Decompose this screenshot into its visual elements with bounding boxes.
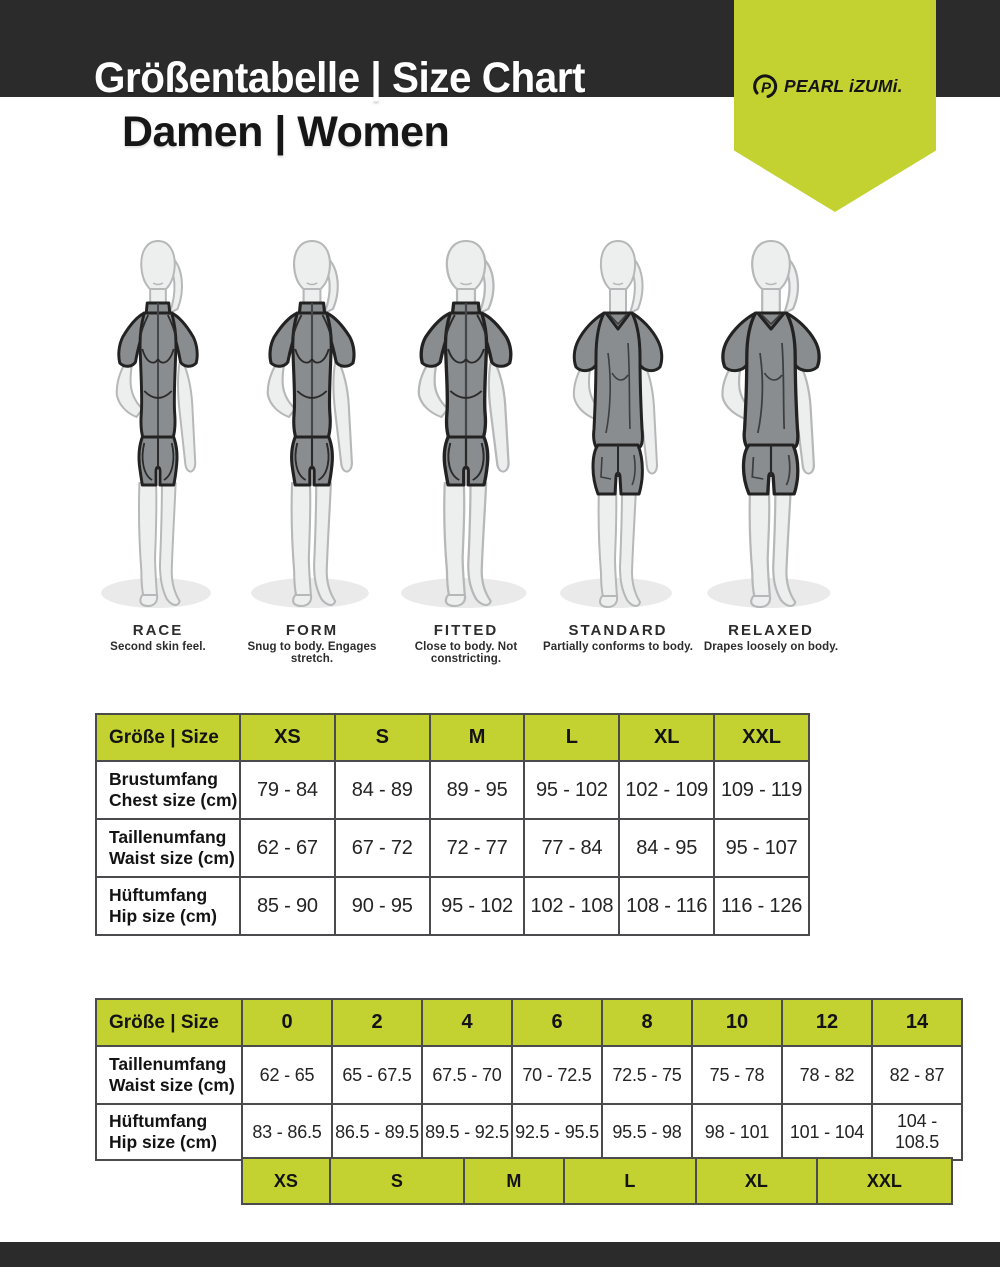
size-table-numeric [95, 998, 963, 1161]
cell-value: 95 - 102 [430, 877, 525, 935]
table-header-row [96, 999, 962, 1046]
row-label-hip: Hüftumfang Hip size (cm) [96, 877, 240, 935]
footer-size-xs: XS [241, 1157, 331, 1205]
woman-figure-standard-illustration [540, 233, 696, 618]
cell-value: 65 - 67.5 [332, 1046, 422, 1104]
cell-value: 77 - 84 [524, 819, 619, 877]
table-header-row [96, 714, 809, 761]
fit-name: FITTED [433, 622, 499, 639]
size-table-letter [95, 713, 810, 936]
svg-text:P: P [761, 79, 772, 96]
fit-name: STANDARD [568, 622, 668, 639]
numeric-to-letter-size-map [241, 1157, 963, 1205]
col-header-6: 6 [512, 999, 602, 1046]
cell-value: 84 - 95 [619, 819, 714, 877]
cell-value: 104 - 108.5 [872, 1104, 962, 1160]
fit-figure-relaxed [693, 233, 849, 653]
fit-description: Drapes loosely on body. [703, 641, 839, 653]
fit-description: Second skin feel. [110, 641, 206, 653]
cell-value: 72 - 77 [430, 819, 525, 877]
col-header-4: 4 [422, 999, 512, 1046]
row-label-hip: Hüftumfang Hip size (cm) [96, 1104, 242, 1160]
footer-size-l: L [563, 1157, 697, 1205]
cell-value: 109 - 119 [714, 761, 809, 819]
brand-logo-text: PEARL iZUMi. [784, 75, 903, 96]
cell-value: 98 - 101 [692, 1104, 782, 1160]
cell-value: 90 - 95 [335, 877, 430, 935]
cell-value: 83 - 86.5 [242, 1104, 332, 1160]
row-label-waist: Taillenumfang Waist size (cm) [96, 1046, 242, 1104]
col-header-l: L [524, 714, 619, 761]
bottom-black-bar [0, 1242, 1000, 1267]
fit-figure-form [234, 233, 390, 665]
table-row [96, 1104, 962, 1160]
cell-value: 95 - 102 [524, 761, 619, 819]
woman-figure-relaxed-illustration [693, 233, 849, 618]
cell-value: 79 - 84 [240, 761, 335, 819]
col-header-0: 0 [242, 999, 332, 1046]
table-row [96, 877, 809, 935]
cell-value: 95.5 - 98 [602, 1104, 692, 1160]
cell-value: 67 - 72 [335, 819, 430, 877]
col-header-xl: XL [619, 714, 714, 761]
col-header-8: 8 [602, 999, 692, 1046]
page-subtitle: Damen | Women [122, 108, 450, 156]
fit-description: Snug to body. Engages stretch. [247, 641, 377, 665]
footer-size-xl: XL [695, 1157, 818, 1205]
col-header-14: 14 [872, 999, 962, 1046]
cell-value: 95 - 107 [714, 819, 809, 877]
table-corner-label: Größe | Size [96, 999, 242, 1046]
cell-value: 67.5 - 70 [422, 1046, 512, 1104]
cell-value: 92.5 - 95.5 [512, 1104, 602, 1160]
cell-value: 85 - 90 [240, 877, 335, 935]
footer-size-s: S [329, 1157, 465, 1205]
fit-figure-standard [540, 233, 696, 653]
col-header-2: 2 [332, 999, 422, 1046]
fit-name: FORM [285, 622, 339, 639]
footer-size-xxl: XXL [816, 1157, 953, 1205]
page-title: Größentabelle | Size Chart [94, 54, 585, 102]
col-header-12: 12 [782, 999, 872, 1046]
pearl-izumi-logo-mark [752, 73, 779, 100]
cell-value: 72.5 - 75 [602, 1046, 692, 1104]
cell-value: 84 - 89 [335, 761, 430, 819]
cell-value: 62 - 67 [240, 819, 335, 877]
cell-value: 102 - 108 [524, 877, 619, 935]
cell-value: 89 - 95 [430, 761, 525, 819]
cell-value: 108 - 116 [619, 877, 714, 935]
cell-value: 89.5 - 92.5 [422, 1104, 512, 1160]
table-row [96, 761, 809, 819]
cell-value: 101 - 104 [782, 1104, 872, 1160]
row-label-chest: Brustumfang Chest size (cm) [96, 761, 240, 819]
woman-figure-form-illustration [234, 233, 390, 618]
cell-value: 116 - 126 [714, 877, 809, 935]
cell-value: 102 - 109 [619, 761, 714, 819]
cell-value: 70 - 72.5 [512, 1046, 602, 1104]
woman-figure-fitted-illustration [388, 233, 544, 618]
brand-ribbon [734, 0, 936, 212]
col-header-m: M [430, 714, 525, 761]
cell-value: 78 - 82 [782, 1046, 872, 1104]
cell-value: 82 - 87 [872, 1046, 962, 1104]
col-header-xxl: XXL [714, 714, 809, 761]
col-header-10: 10 [692, 999, 782, 1046]
fit-name: RELAXED [728, 622, 814, 639]
fit-description: Close to body. Not constricting. [414, 641, 518, 665]
table-row [96, 1046, 962, 1104]
table-corner-label: Größe | Size [96, 714, 240, 761]
woman-figure-race-illustration [80, 233, 236, 618]
brand-logo [752, 70, 928, 102]
cell-value: 75 - 78 [692, 1046, 782, 1104]
cell-value: 86.5 - 89.5 [332, 1104, 422, 1160]
footer-size-m: M [463, 1157, 565, 1205]
cell-value: 62 - 65 [242, 1046, 332, 1104]
row-label-waist: Taillenumfang Waist size (cm) [96, 819, 240, 877]
fit-figure-fitted [388, 233, 544, 665]
fit-description: Partially conforms to body. [542, 641, 694, 653]
table-row [96, 819, 809, 877]
fit-figure-race [80, 233, 236, 653]
col-header-xs: XS [240, 714, 335, 761]
fit-name: RACE [132, 622, 184, 639]
col-header-s: S [335, 714, 430, 761]
